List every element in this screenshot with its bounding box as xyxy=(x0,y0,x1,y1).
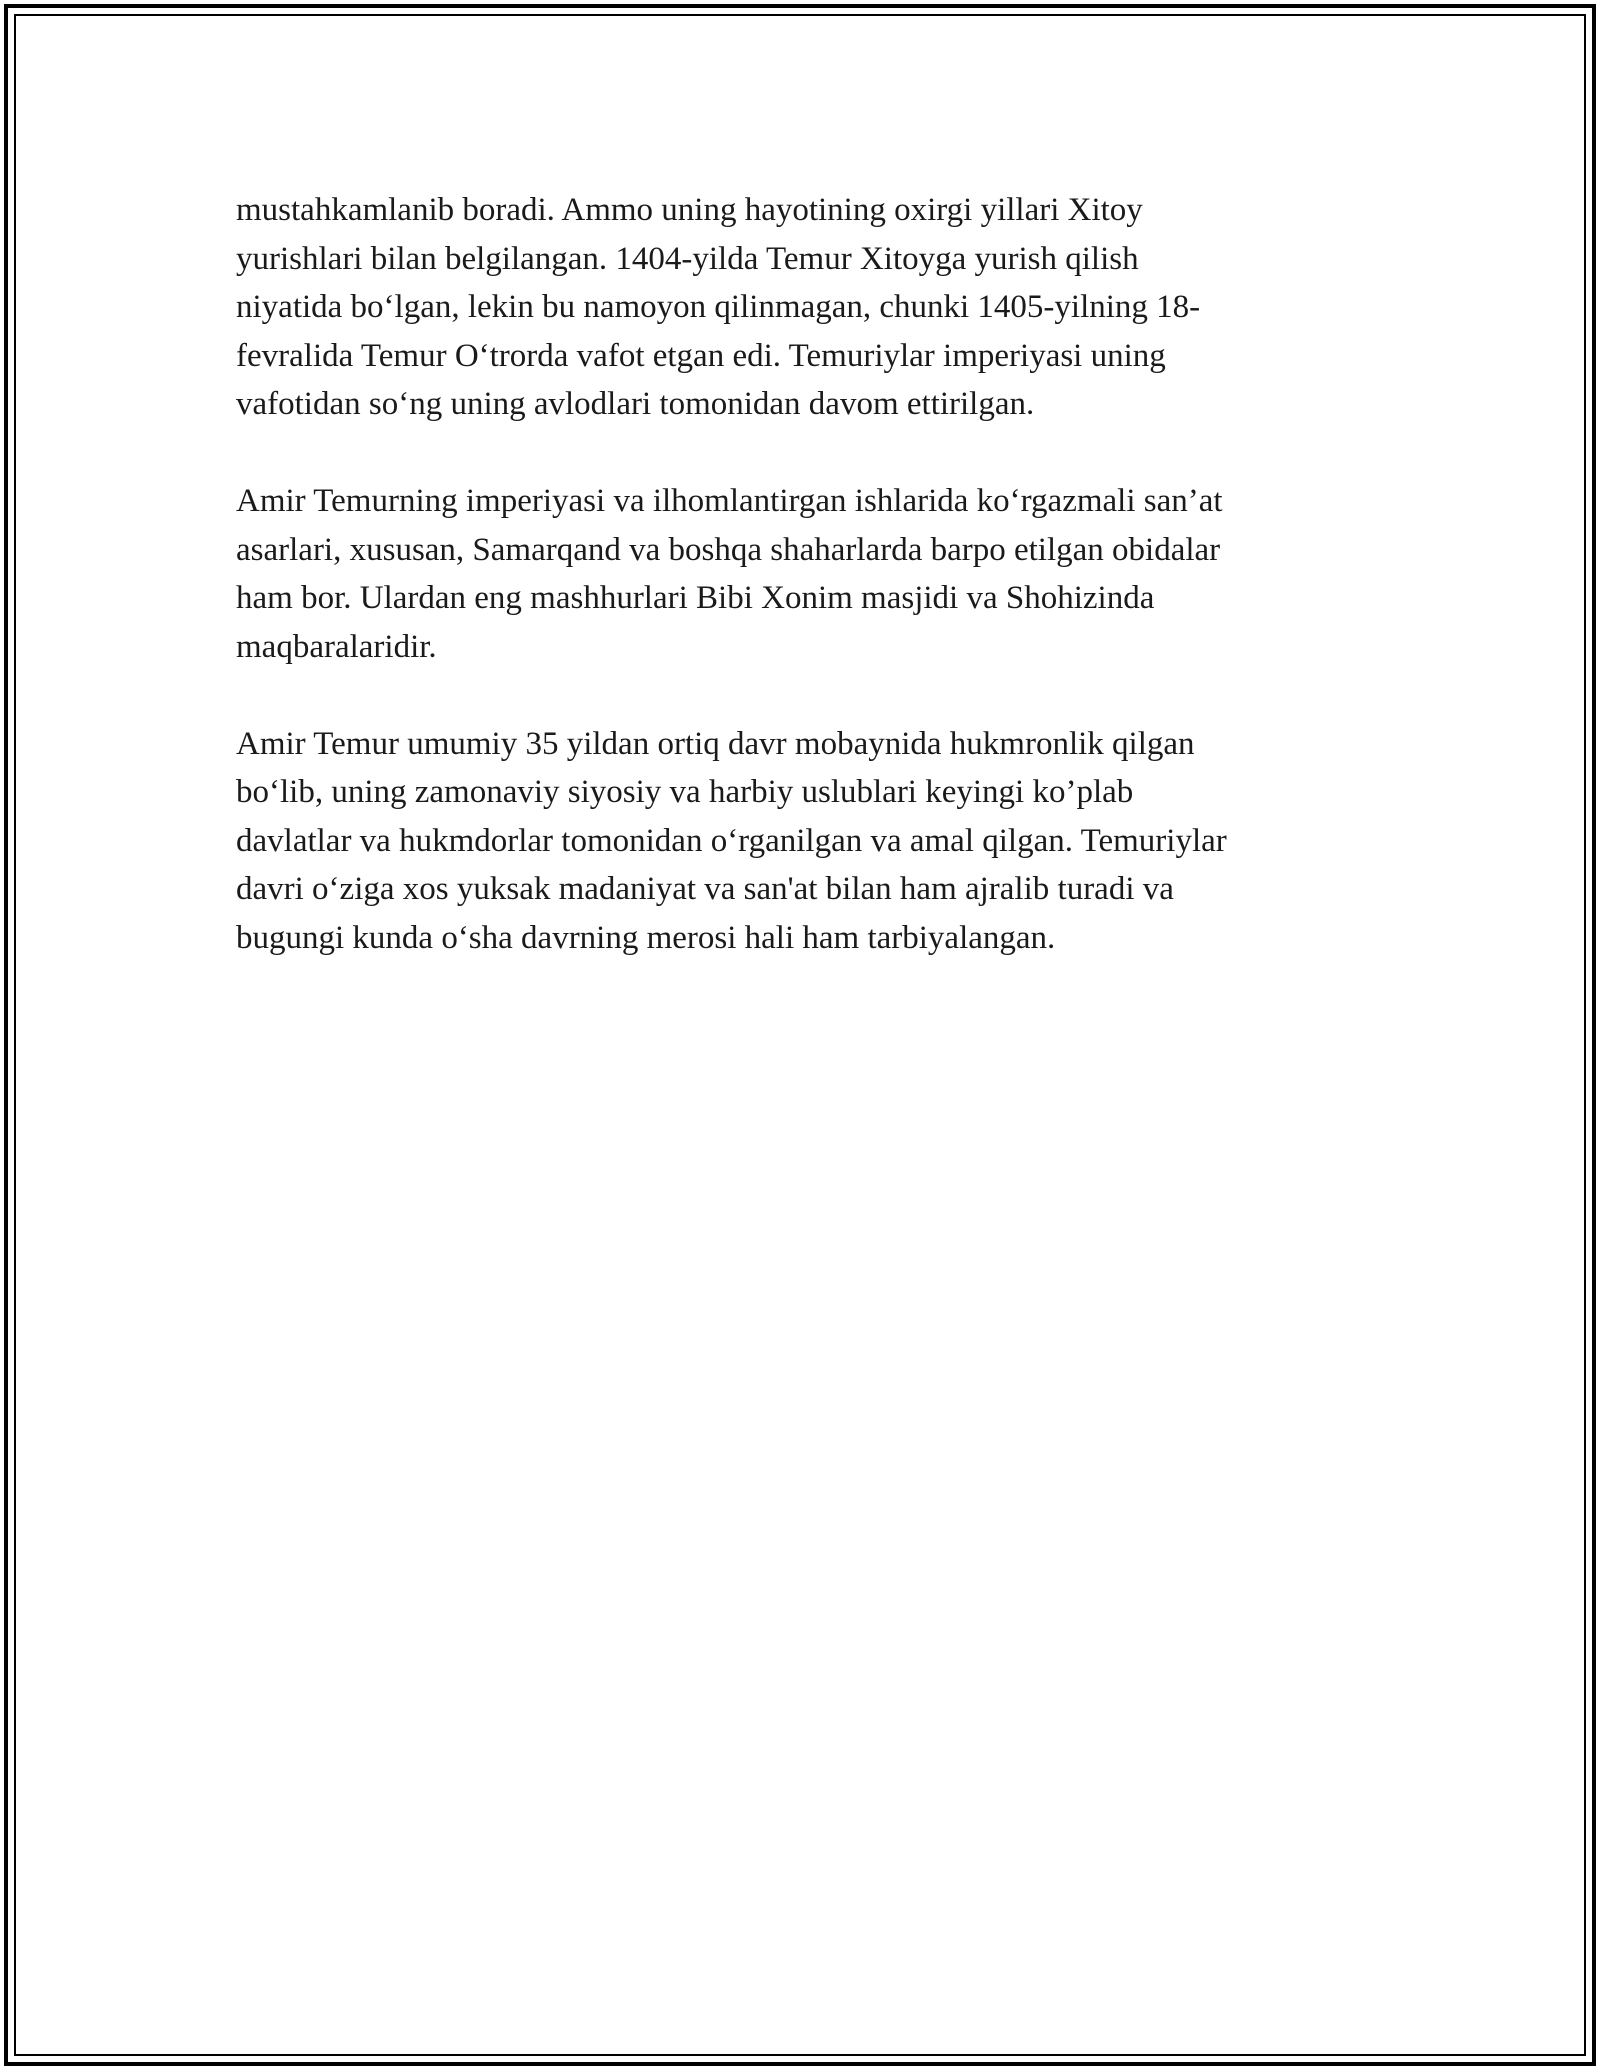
text-line: yurishlari bilan belgilangan. 1404-yilda Temur Xitoyga yurish qilish xyxy=(236,240,1139,277)
text-line: maqbaralaridir. xyxy=(236,628,437,665)
text-line: asarlari, xususan, Samarqand va boshqa shaharlarda barpo etilgan obidalar xyxy=(236,531,1221,568)
text-line: davri o‘ziga xos yuksak madaniyat va san'at bilan ham ajralib turadi va xyxy=(236,871,1174,907)
text-line: mustahkamlanib boradi. Ammo uning hayotining oxirgi yillari Xitoy xyxy=(236,192,1143,228)
text-line: davlatlar va hukmdorlar tomonidan o‘rganilgan va amal qilgan. Temuriylar xyxy=(236,822,1227,859)
text-line: Amir Temurning imperiyasi va ilhomlantirgan ishlarida ko‘rgazmali san’at xyxy=(236,483,1223,519)
paragraph-3 xyxy=(236,720,1366,963)
text-line: bugungi kunda o‘sha davrning merosi hali ham tarbiyalangan. xyxy=(236,919,1056,956)
text-line: Amir Temur umumiy 35 yildan ortiq davr mobaynida hukmronlik qilgan xyxy=(236,725,1195,762)
text-line: ham bor. Ulardan eng mashhurlari Bibi Xonim masjidi va Shohizinda xyxy=(236,580,1155,616)
text-line: bo‘lib, uning zamonaviy siyosiy va harbiy uslublari keyingi ko’plab xyxy=(236,774,1134,810)
text-line: fevralida Temur O‘trorda vafot etgan edi. Temuriylar imperiyasi uning xyxy=(236,337,1166,374)
document-body xyxy=(236,186,1366,1011)
text-line: vafotidan so‘ng uning avlodlari tomonidan davom ettirilgan. xyxy=(236,386,1035,422)
paragraph-2 xyxy=(236,477,1366,671)
text-line: niyatida bo‘lgan, lekin bu namoyon qilinmagan, chunki 1405-yilning 18- xyxy=(236,289,1201,325)
paragraph-1 xyxy=(236,186,1366,429)
